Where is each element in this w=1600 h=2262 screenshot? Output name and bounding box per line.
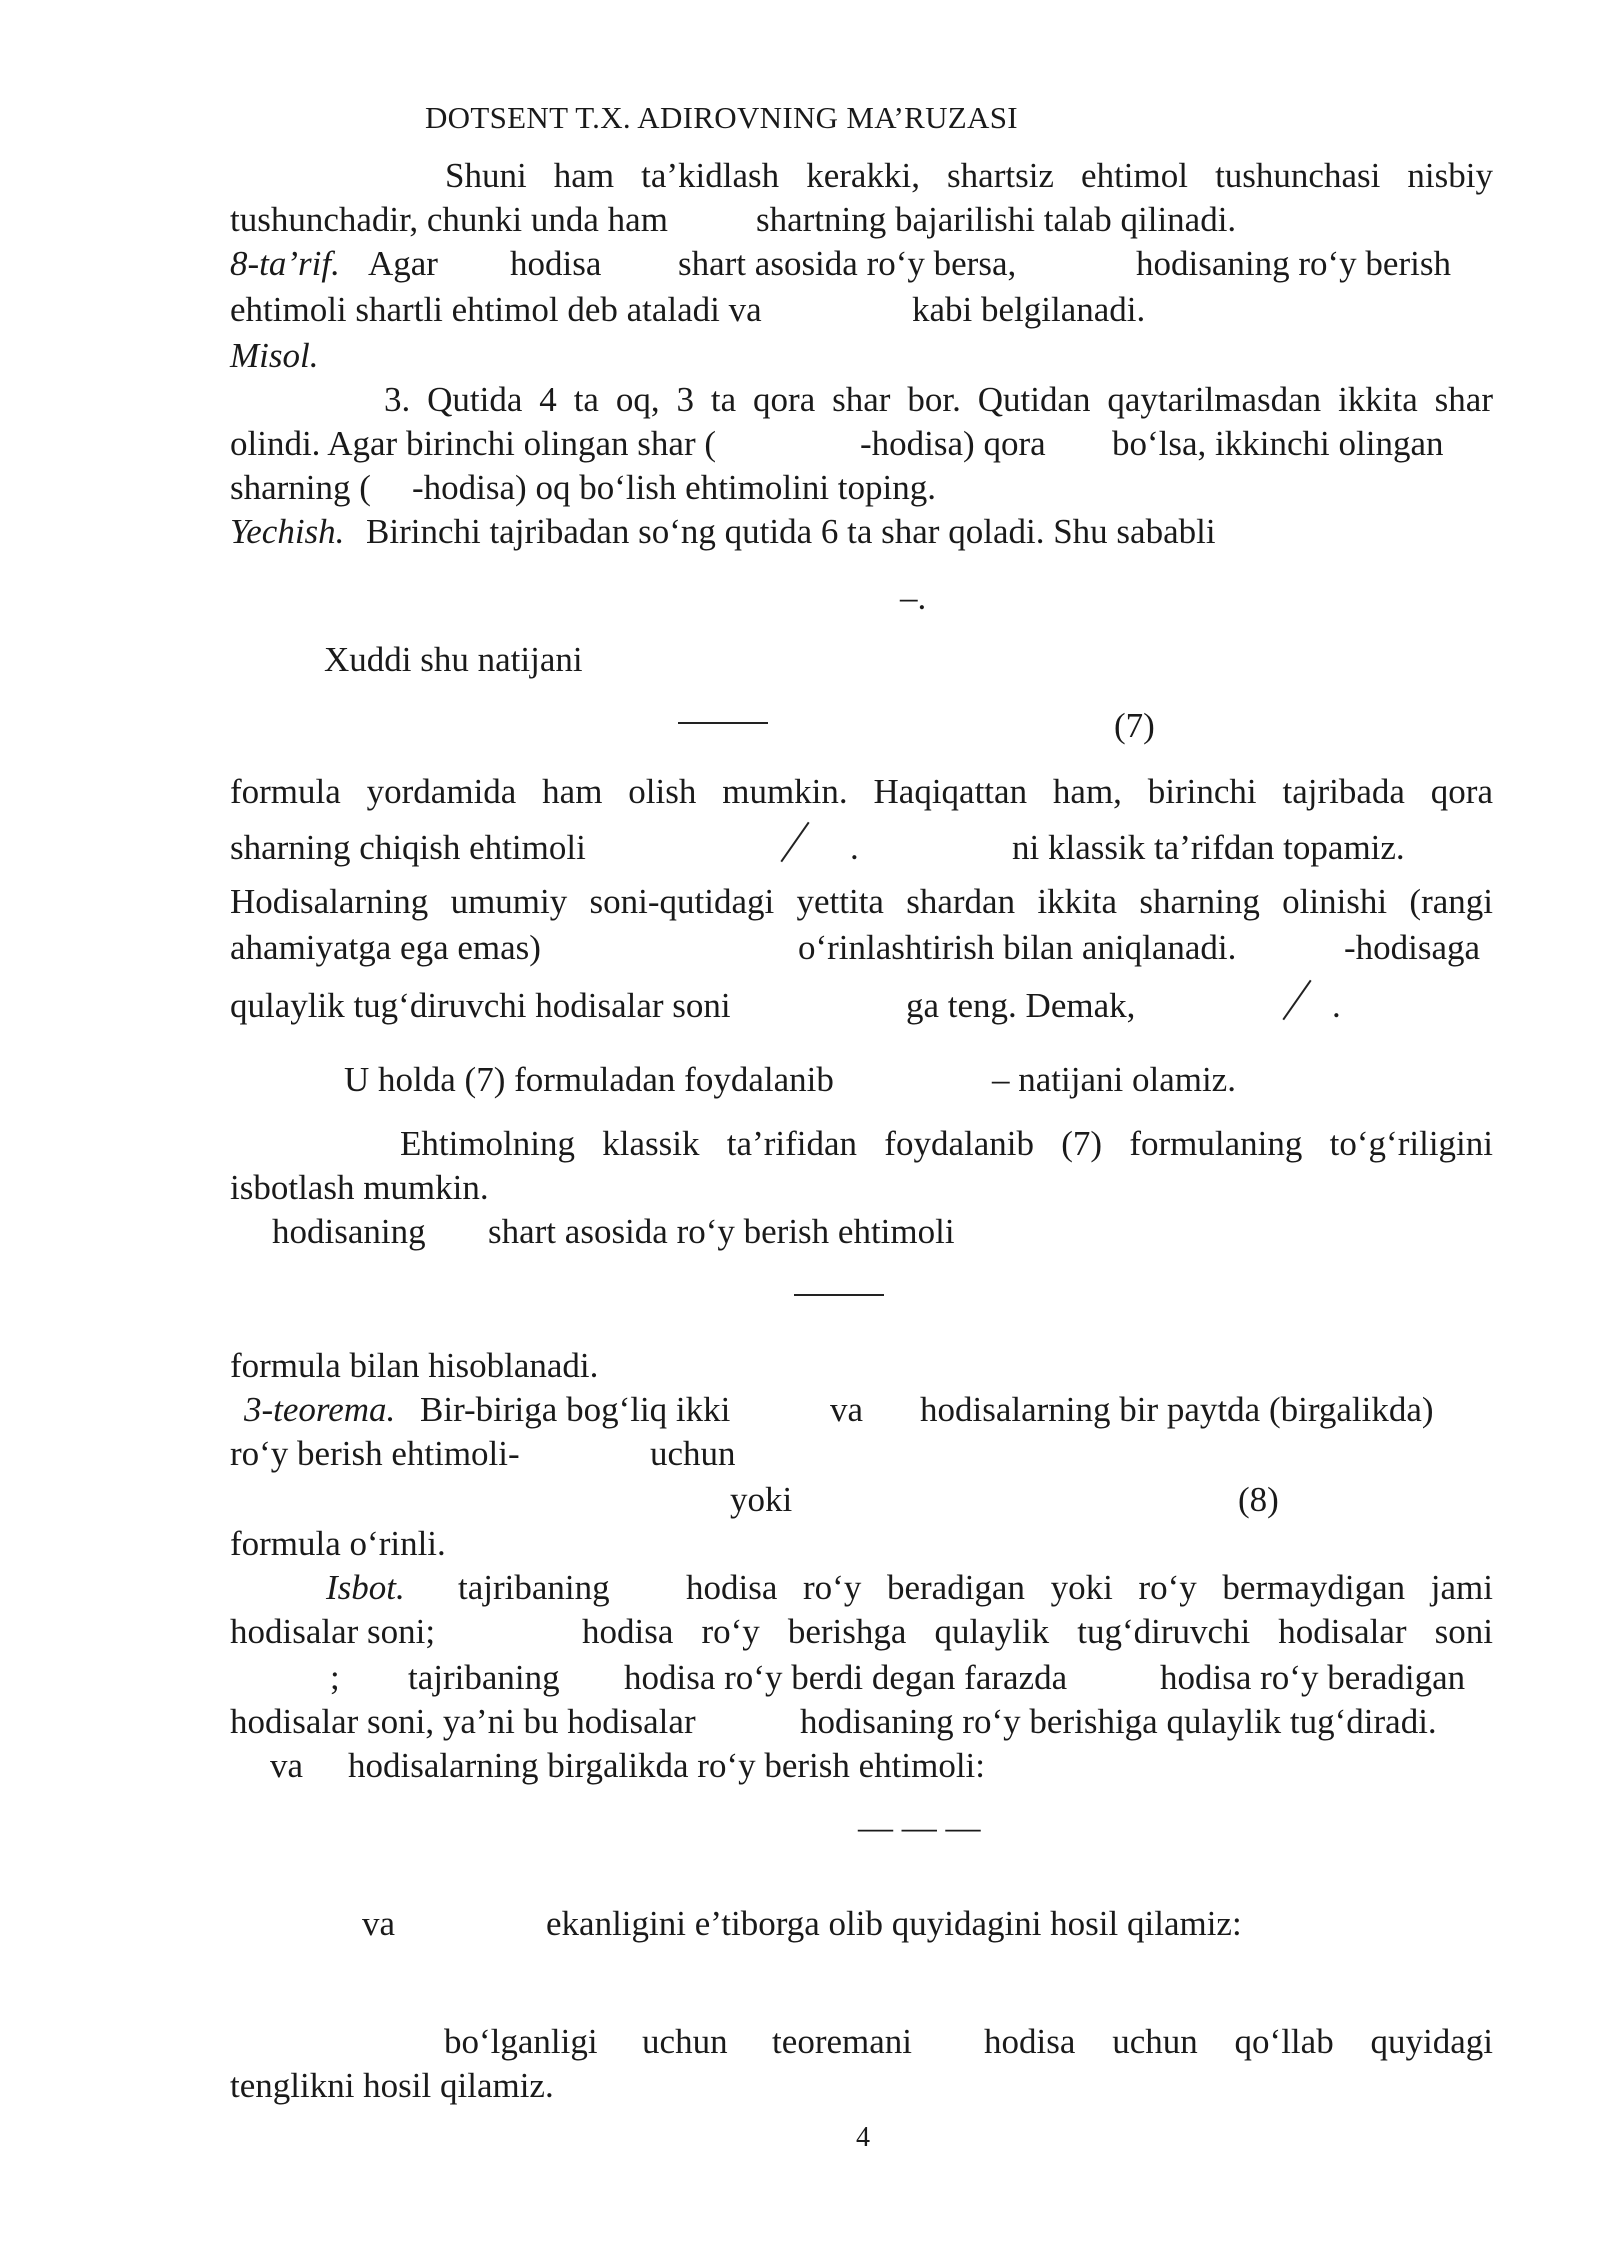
text-line: ; <box>330 1658 340 1697</box>
text-line: hodisalarning birgalikda ro‘y berish ehtimoli: <box>348 1746 986 1785</box>
text-line: shart asosida ro‘y berish ehtimoli <box>488 1212 955 1251</box>
text-line: -hodisa) qora <box>860 424 1046 463</box>
formula-fragment: –. <box>900 578 927 617</box>
text-line: o‘rinlashtirish bilan aniqlanadi. <box>798 928 1237 967</box>
text-line: hodisaning <box>272 1212 426 1251</box>
text-line: ni klassik ta’rifdan topamiz. <box>1012 828 1405 867</box>
text-line: kabi belgilanadi. <box>912 290 1146 329</box>
theorem-label: 3-teorema. <box>244 1390 396 1429</box>
text-line: Agar <box>368 244 438 283</box>
solution-label: Yechish. <box>230 512 345 551</box>
text-line: ga teng. Demak, <box>906 986 1136 1025</box>
text-line: bo‘lganligi uchun teoremani <box>444 2022 912 2061</box>
fraction-bar <box>794 1294 884 1296</box>
text-line: tajribaning <box>408 1658 560 1697</box>
fraction-slash <box>780 822 809 862</box>
text-line: hodisaning ro‘y berish <box>1136 244 1451 283</box>
formula-fragment: — — — <box>858 1808 981 1847</box>
text-line: Ehtimolning klassik ta’rifidan foydalanib (7) formulaning to‘g‘riligini <box>400 1124 1493 1163</box>
text-line: hodisa ro‘y berdi degan farazda <box>624 1658 1068 1697</box>
proof-label: Isbot. <box>326 1568 405 1607</box>
text-line: hodisalarning bir paytda (birgalikda) <box>920 1390 1434 1429</box>
text-line: ekanligini e’tiborga olib quyidagini hosil qilamiz: <box>546 1904 1242 1943</box>
equation-number: (7) <box>1114 706 1155 745</box>
text-line: -hodisa) oq bo‘lish ehtimolini toping. <box>412 468 936 507</box>
text-line: sharning chiqish ehtimoli <box>230 828 586 867</box>
text-line: uchun <box>650 1434 736 1473</box>
page-number: 4 <box>856 2122 870 2153</box>
text-line: formula bilan hisoblanadi. <box>230 1346 599 1385</box>
text-line: formula o‘rinli. <box>230 1524 446 1563</box>
equation-number: (8) <box>1238 1480 1279 1519</box>
text-line: isbotlash mumkin. <box>230 1168 489 1207</box>
text-line: tushunchadir, chunki unda ham <box>230 200 668 239</box>
text-line: hodisa uchun qo‘llab quyidagi <box>984 2022 1493 2061</box>
definition-label: 8-ta’rif. <box>230 244 340 283</box>
text-line: hodisaning ro‘y berishiga qulaylik tug‘diradi. <box>800 1702 1437 1741</box>
fraction-slash <box>1282 980 1311 1020</box>
text-line: . <box>1332 986 1341 1025</box>
text-line: Bir-biriga bog‘liq ikki <box>420 1390 731 1429</box>
text-line: hodisa <box>510 244 602 283</box>
text-line: olindi. Agar birinchi olingan shar ( <box>230 424 717 463</box>
text-line: va <box>270 1746 304 1785</box>
text-line: yoki <box>730 1480 793 1519</box>
text-line: 3. Qutida 4 ta oq, 3 ta qora shar bor. Qutidan qaytarilmasdan ikkita shar <box>384 380 1493 419</box>
text-line: hodisa ro‘y berishga qulaylik tug‘diruvchi hodisalar soni <box>582 1612 1493 1651</box>
text-line: hodisa ro‘y beradigan <box>1160 1658 1466 1697</box>
text-line: tenglikni hosil qilamiz. <box>230 2066 554 2105</box>
text-line: Birinchi tajribadan so‘ng qutida 6 ta shar qoladi. Shu sababli <box>366 512 1216 551</box>
text-line: Shuni ham ta’kidlash kerakki, shartsiz ehtimol tushunchasi nisbiy <box>445 156 1493 195</box>
text-line: hodisalar soni, ya’ni bu hodisalar <box>230 1702 696 1741</box>
text-line: sharning ( <box>230 468 371 507</box>
text-line: hodisa ro‘y beradigan yoki ro‘y bermaydigan jami <box>686 1568 1493 1607</box>
text-line: -hodisaga <box>1344 928 1481 967</box>
text-line: qulaylik tug‘diruvchi hodisalar soni <box>230 986 731 1025</box>
text-line: formula yordamida ham olish mumkin. Haqiqattan ham, birinchi tajribada qora <box>230 772 1493 811</box>
text-line: U holda (7) formuladan foydalanib <box>344 1060 834 1099</box>
text-line: – natijani olamiz. <box>992 1060 1236 1099</box>
text-line: shartning bajarilishi talab qilinadi. <box>756 200 1237 239</box>
page-header: DOTSENT T.X. ADIROVNING MA’RUZASI <box>425 100 1018 135</box>
text-line: tajribaning <box>458 1568 610 1607</box>
text-line: ro‘y berish ehtimoli- <box>230 1434 520 1473</box>
text-line: ahamiyatga ega emas) <box>230 928 541 967</box>
text-line: va <box>830 1390 864 1429</box>
text-line: Hodisalarning umumiy soni-qutidagi yettita shardan ikkita sharning olinishi (rangi <box>230 882 1493 921</box>
example-label: Misol. <box>230 336 319 375</box>
text-line: ehtimoli shartli ehtimol deb ataladi va <box>230 290 762 329</box>
fraction-bar <box>678 722 768 724</box>
text-line: shart asosida ro‘y bersa, <box>678 244 1017 283</box>
text-line: va <box>362 1904 396 1943</box>
text-line: Xuddi shu natijani <box>324 640 583 679</box>
text-line: hodisalar soni; <box>230 1612 436 1651</box>
text-line: bo‘lsa, ikkinchi olingan <box>1112 424 1444 463</box>
text-line: . <box>850 828 859 867</box>
